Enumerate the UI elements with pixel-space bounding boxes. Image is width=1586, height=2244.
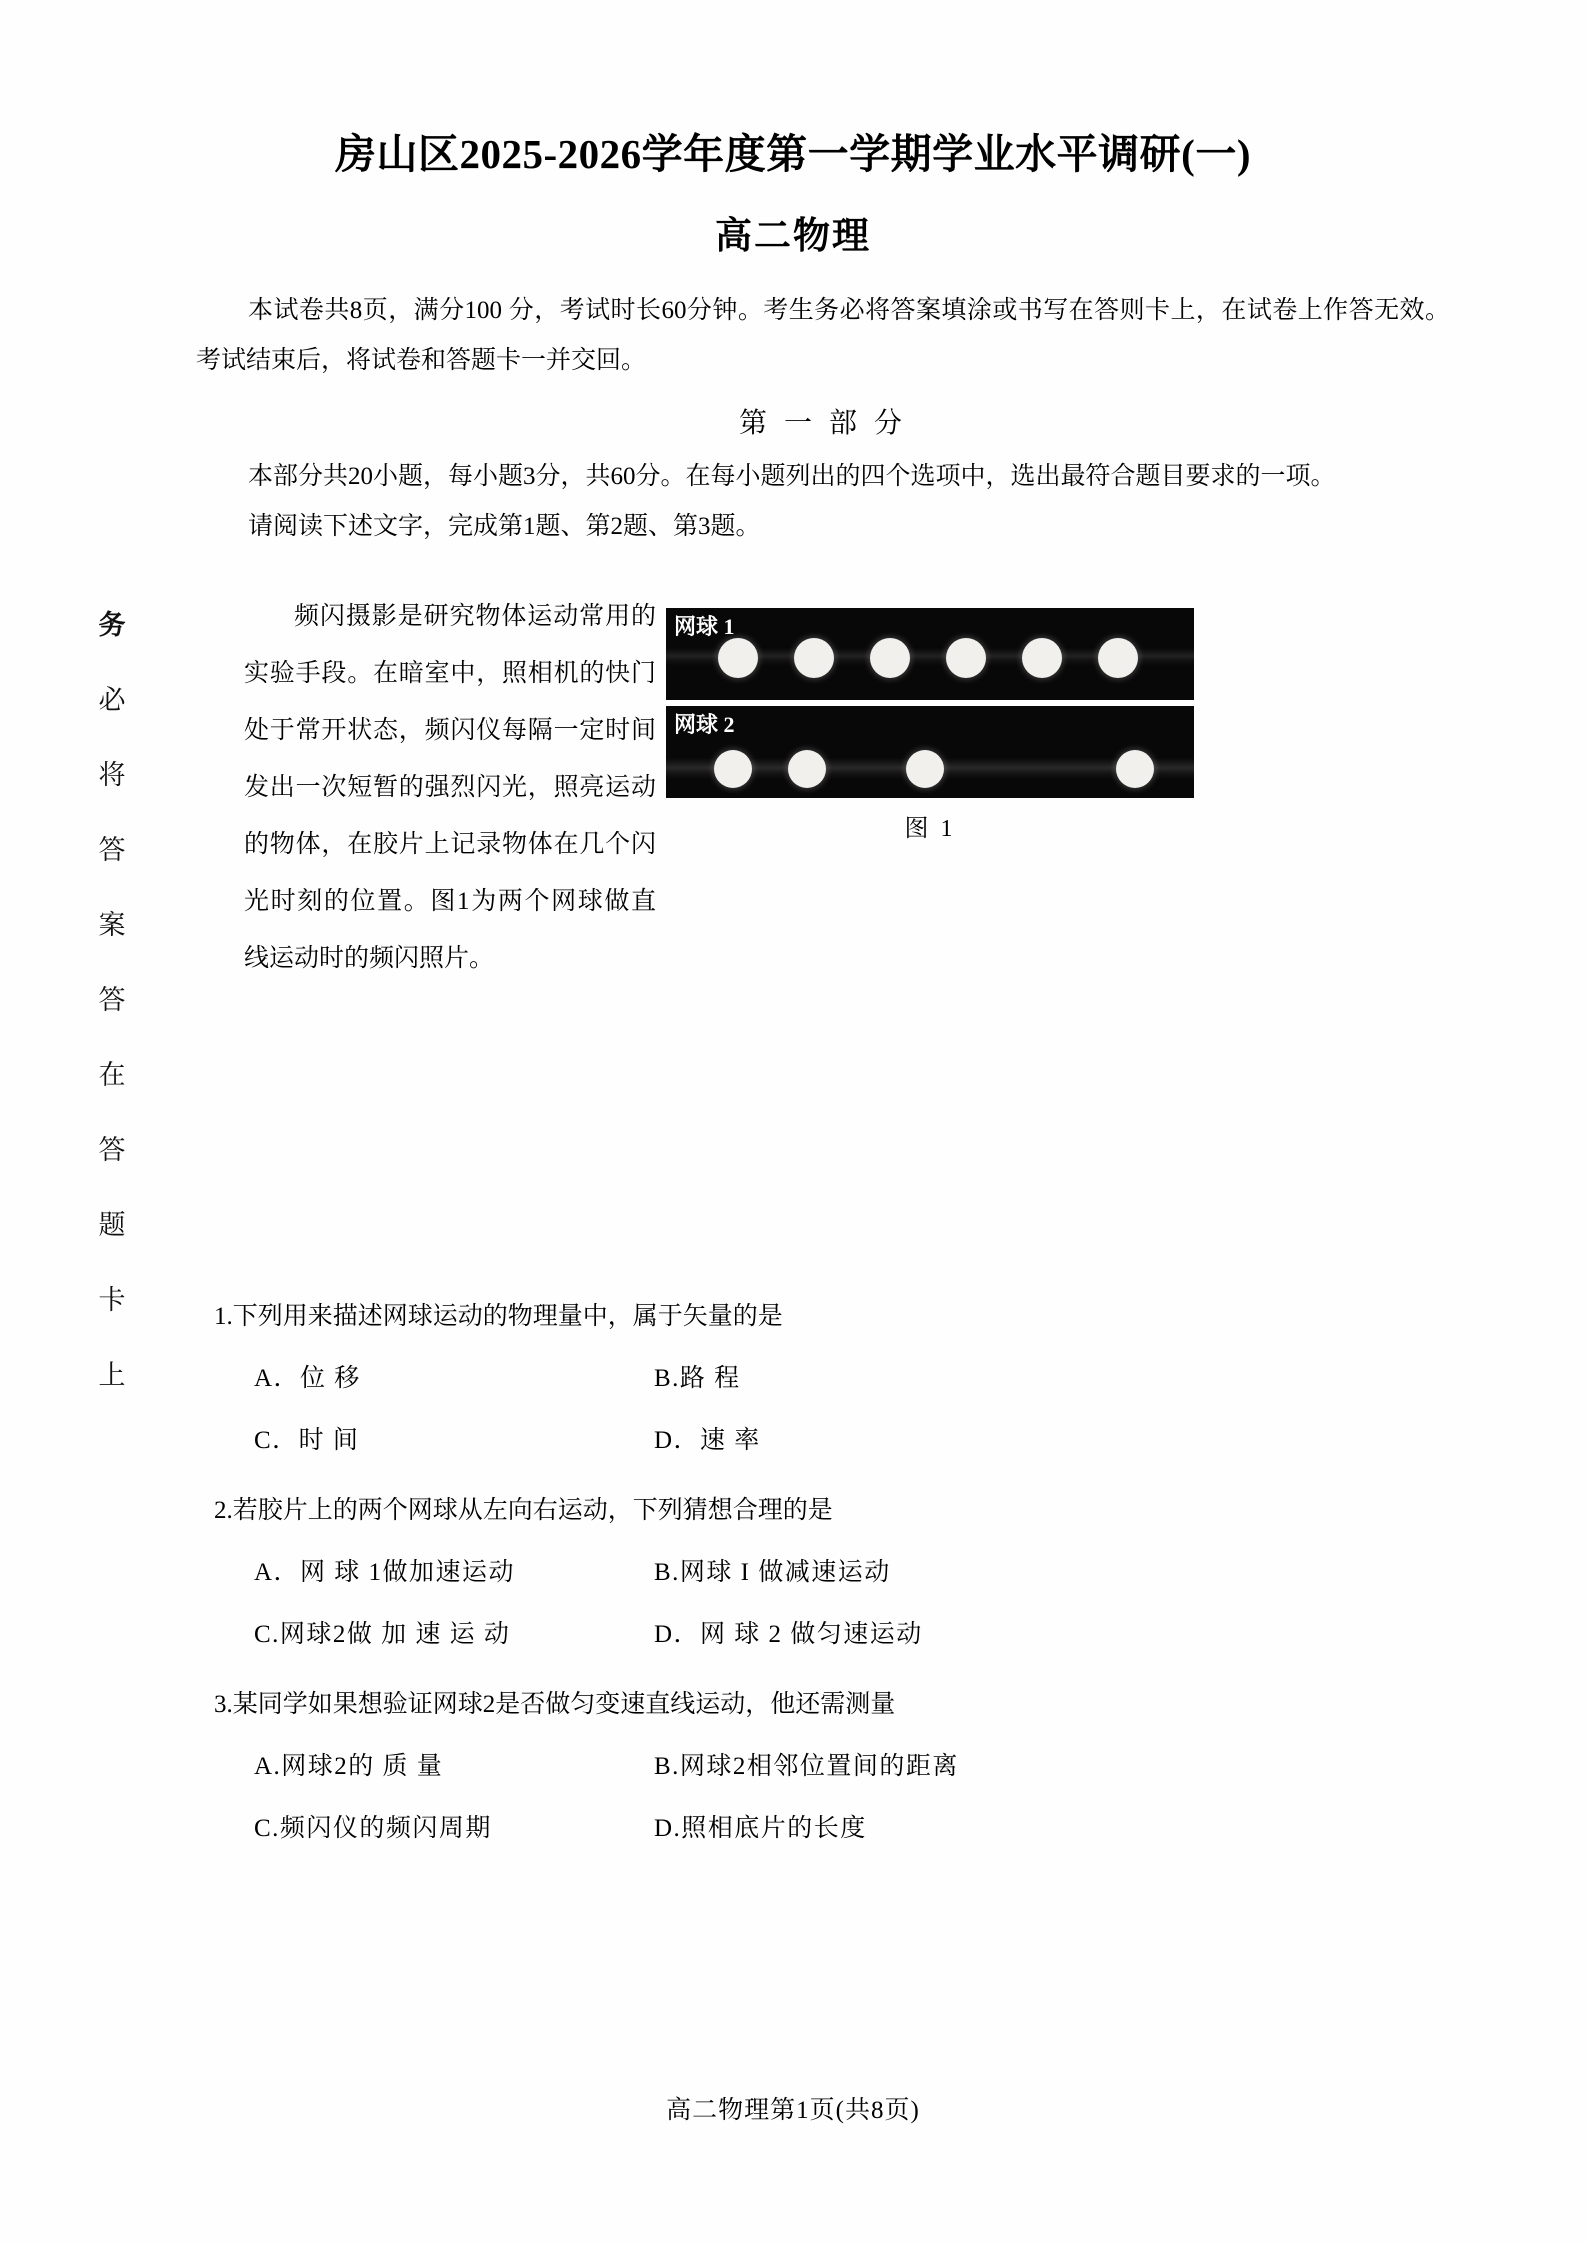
option-c[interactable]: C.频闪仪的频闪周期 [254,1815,492,1842]
option-row [254,1798,1450,1860]
side-note-char: 答 [98,1135,126,1165]
part-one-heading: 第 一 部 分 [738,408,907,439]
option-d[interactable]: D．网 球 2 做匀速运动 [654,1621,923,1648]
vertical-side-note [82,612,142,1437]
question-stem: 2.若胶片上的两个网球从左向右运动，下列猜想合理的是 [214,1497,833,1524]
page-title: 房山区2025-2026学年度第一学期学业水平调研(一) [335,131,1251,177]
page-footer: 高二物理第1页(共8页) [666,2097,920,2124]
exam-instructions: 本试卷共8页，满分100 分，考试时长60分钟。考生务必将答案填涂或书写在答则卡上，在试卷上作答无效。考试结束后，将试卷和答题卡一并交回。 [196,297,1450,374]
option-a[interactable]: A．网 球 1做加速运动 [254,1559,516,1586]
question-stem: 1.下列用来描述网球运动的物理量中，属于矢量的是 [214,1303,783,1330]
ball-marker [718,638,758,678]
side-note-char: 答 [98,985,126,1015]
option-a[interactable]: A.网球2的 质 量 [254,1753,444,1780]
side-note-char: 务 [98,610,126,640]
side-note-char: 案 [98,910,126,940]
option-c[interactable]: C．时 间 [254,1427,360,1454]
ball-marker [788,750,826,788]
side-note-char: 题 [98,1210,126,1240]
side-note-char: 在 [98,1060,126,1090]
strip-label-ball-2: 网球 2 [674,712,735,737]
ball-marker [906,750,944,788]
option-b[interactable]: B.路 程 [654,1365,741,1392]
side-note-char: 将 [98,760,126,790]
strobe-strip-tennis-ball-2 [666,706,1194,798]
strobe-strip-tennis-ball-1 [666,608,1194,700]
ball-marker [794,638,834,678]
passage-text: 频闪摄影是研究物体运动常用的实验手段。在暗室中，照相机的快门处于常开状态，频闪仪每隔一定时间发出一次短暂的强烈闪光，照亮运动的物体，在胶片上记录物体在几个闪光时刻的位置。图1为两个网球做直线运动时的频闪照片。 [244,603,656,972]
ball-marker [870,638,910,678]
reading-prompt: 请阅读下述文字，完成第1题、第2题、第3题。 [248,513,761,540]
question-3 [196,1674,1450,1860]
option-a[interactable]: A．位 移 [254,1365,361,1392]
side-note-char: 答 [98,835,126,865]
option-d[interactable]: D．速 率 [654,1427,761,1454]
part-one-directions: 本部分共20小题，每小题3分，共60分。在每小题列出的四个选项中，选出最符合题目要求的一项。 [248,463,1336,490]
option-b[interactable]: B.网球 I 做减速运动 [654,1559,891,1586]
figure-caption: 图 1 [904,816,956,842]
question-options [196,1542,1450,1666]
option-row [254,1542,1450,1604]
strip-label-ball-1: 网球 1 [674,614,735,639]
question-stem: 3.某同学如果想验证网球2是否做匀变速直线运动，他还需测量 [214,1691,896,1718]
ball-marker [714,750,752,788]
ball-marker [1116,750,1154,788]
questions-list [196,1286,1450,1868]
page-subtitle: 高二物理 [715,216,871,257]
question-1 [196,1286,1450,1472]
option-row [254,1410,1450,1472]
option-row [254,1604,1450,1666]
option-row [254,1348,1450,1410]
side-note-char: 必 [98,685,126,715]
instructions-block [196,286,1450,552]
ball-marker [1098,638,1138,678]
question-2 [196,1480,1450,1666]
option-b[interactable]: B.网球2相邻位置间的距离 [654,1753,959,1780]
option-d[interactable]: D.照相底片的长度 [654,1815,867,1842]
side-note-char: 上 [98,1360,126,1390]
ball-marker [946,638,986,678]
ball-marker [1022,638,1062,678]
question-options [196,1736,1450,1860]
strobe-photo-figure [666,608,1194,843]
option-row [254,1736,1450,1798]
option-c[interactable]: C.网球2做 加 速 运 动 [254,1621,511,1648]
side-note-char: 卡 [98,1285,126,1315]
question-options [196,1348,1450,1472]
